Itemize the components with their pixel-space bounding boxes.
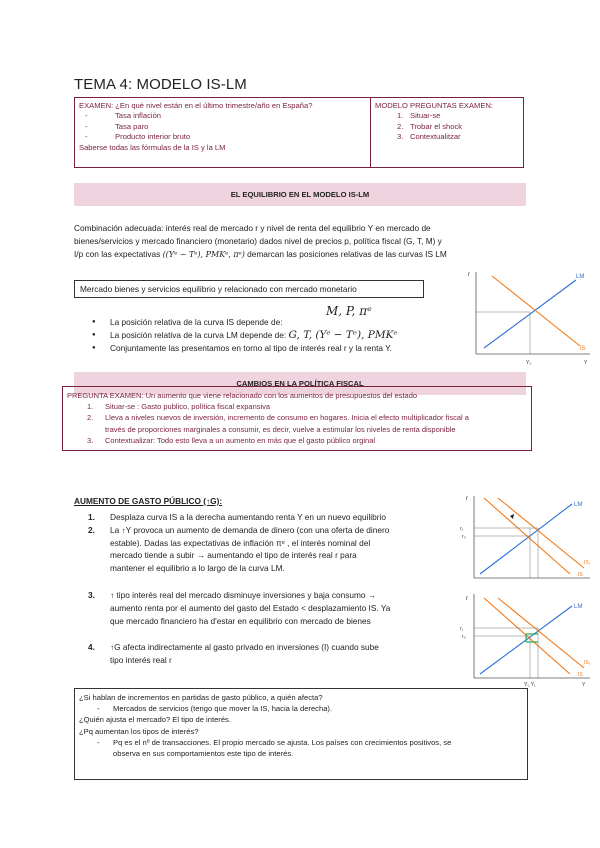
- pregunta-heading: PREGUNTA EXAMEN: Un aumento que viene relacionado con los aumentos de presupuestos del estado: [67, 391, 418, 400]
- is1-label: IS₁: [584, 660, 591, 666]
- list-item: 3. ↑ tipo interés real del mercado disminuye inversiones y baja consumo → aumento renta por el aumento del gasto del Estado < desplazamiento IS. Ya que mercado financiero ha d'estar en equilibrio con mercado de bienes: [88, 589, 391, 626]
- axis-label-r: r: [468, 272, 470, 278]
- equilibrio-paragraph: [74, 222, 526, 261]
- mercado-box: Mercado bienes y servicios equilibrio y relacionado con mercado monetario: [74, 280, 424, 298]
- r1-label: r₁: [460, 526, 464, 532]
- crowding-out-graph: [458, 590, 594, 688]
- bullet-list: [92, 316, 397, 355]
- axis-label-y: Y: [584, 360, 588, 366]
- list-item: 2. Lleva a niveles nuevos de inversión, incremento de consumo en hogares. Inicia el efecto multiplicador fiscal a: [87, 413, 469, 423]
- exam-box: [74, 97, 524, 168]
- is-label: IS: [578, 672, 583, 678]
- faq-answer-continued: observa en sus comportamientos este tipo de interés.: [113, 749, 294, 759]
- lm-label: LM: [574, 502, 583, 508]
- list-item: ● La posición relativa de la curva IS depende de:: [92, 316, 397, 329]
- is1-curve: [498, 598, 584, 668]
- list-item: ● Conjuntamente las presentamos en torno al tipo de interés real r y la renta Y.: [92, 342, 397, 355]
- list-item: 1. Situar-se : Gasto publico, política fiscal expansiva: [87, 402, 271, 412]
- aumento-gasto-title: AUMENTO DE GASTO PÚBLICO (↑G):: [74, 496, 223, 506]
- paragraph-line: bienes/servicios y mercado financiero (monetario) dados nivel de precios p, política fiscal (G, T, M) y: [74, 235, 442, 246]
- exam-right-heading: MODELO PREGUNTAS EXAMEN:: [375, 101, 494, 110]
- faq-answer: - Pq es el nº de transacciones. El propio mercado se ajusta. Los países con crecimientos positivos, se: [79, 737, 523, 748]
- list-item: - Tasa inflación: [79, 111, 366, 121]
- pregunta-examen-box: [62, 386, 532, 451]
- axis-label-y: Y: [582, 682, 586, 688]
- is-label: IS: [578, 572, 583, 578]
- list-item: 1. Situar-se: [397, 111, 441, 121]
- list-item: - Producto interior bruto: [79, 132, 366, 142]
- faq-question: ¿Si hablan de incrementos en partidas de gasto público, a quién afecta?: [79, 693, 323, 702]
- expectations-formula: ((Yᵉ − Tᵉ), PMKᵉ, πᵉ): [162, 249, 245, 259]
- axis-label-r: r: [466, 496, 468, 502]
- list-item: 2. Trobar el shock: [397, 121, 463, 131]
- list-item: ● La posición relativa de la curva LM depende de: G, T, (Yᵉ − Tᵉ), PMKᵉ: [92, 329, 397, 342]
- section-heading-fiscal: CAMBIOS EN LA POLÍTICA FISCAL: [74, 372, 526, 395]
- r1-label: r₁: [460, 626, 464, 632]
- page-title: TEMA 4: MODELO IS-LM: [74, 76, 247, 93]
- is-formula: M, P, πᵉ: [326, 304, 372, 318]
- exam-left-column: [75, 98, 371, 167]
- list-item: 4. ↑G afecta indirectamente al gasto privado en inversiones (I) cuando sube tipo interés real r: [88, 642, 379, 666]
- lm-label: LM: [574, 604, 583, 610]
- r0-label: r₀: [462, 534, 466, 540]
- is1-label: IS₁: [584, 560, 591, 566]
- shift-arrow: [510, 514, 514, 519]
- r0-label: r₀: [462, 634, 466, 640]
- list-item: 3. Contextualizar: Todo esto lleva a un aumento en más que el gasto público orginal: [87, 435, 376, 445]
- exam-left-list: [79, 111, 366, 142]
- is1-curve: [498, 498, 584, 568]
- y01-label: Y₀ Y₁: [524, 682, 536, 688]
- list-item: 2. La ↑Y provoca un aumento de demanda de dinero (con una oferta de dinero estable). Dadas las expectativas de inflación πᵉ , el interés nominal del mercado tiende a subir → aumentando el tipo de interés real r para mantener el equilibrio a lo largo de la curva LM.: [88, 524, 390, 574]
- lm-label: LM: [576, 274, 585, 280]
- paragraph-line: Combinación adecuada: interés real de mercado r y nivel de renta del equilibrio Y en mercado de: [74, 223, 431, 233]
- y0-label: Y₀: [526, 360, 532, 366]
- list-item: - Tasa paro: [79, 122, 366, 132]
- paragraph-line: I/p con las expectativas ((Yᵉ − Tᵉ), PMKᵉ, πᵉ) demarcan las posiciones relativas de las curvas IS LM: [74, 248, 447, 259]
- is-lm-equilibrium-graph: [462, 268, 592, 368]
- faq-box: [74, 688, 528, 780]
- section-heading-equilibrio: EL EQUILIBRIO EN EL MODELO IS-LM: [74, 183, 526, 206]
- faq-question: ¿Pq aumentan los tipos de interés?: [79, 726, 199, 736]
- faq-answer: - Mercados de servicios (tengo que mover la IS, hacia la derecha).: [79, 703, 523, 714]
- lm-formula: G, T, (Yᵉ − Tᵉ), PMKᵉ: [288, 329, 398, 341]
- faq-question: ¿Quién ajusta el mercado? El tipo de interés.: [79, 715, 231, 725]
- exam-right-column: [371, 98, 523, 167]
- exam-right-list: [375, 111, 519, 142]
- is-label: IS: [580, 346, 586, 352]
- list-item: través de proporciones marginales a consumir, es decir, vuelve a estimular los niveles de renta disponible: [105, 424, 456, 434]
- list-item: 1. Desplaza curva IS a la derecha aumentando renta Y en un nuevo equilibrio: [88, 512, 386, 522]
- steps-list: [88, 511, 458, 667]
- exam-left-heading: EXAMEN: ¿En qué nivel están en el último trimestre/año en España?: [79, 101, 313, 110]
- is-shift-graph: [458, 492, 594, 582]
- list-item: 3. Contextualitzar: [397, 132, 461, 142]
- exam-left-footer: Saberse todas las fórmulas de la IS y la LM: [79, 142, 226, 152]
- axis-label-r: r: [466, 596, 468, 602]
